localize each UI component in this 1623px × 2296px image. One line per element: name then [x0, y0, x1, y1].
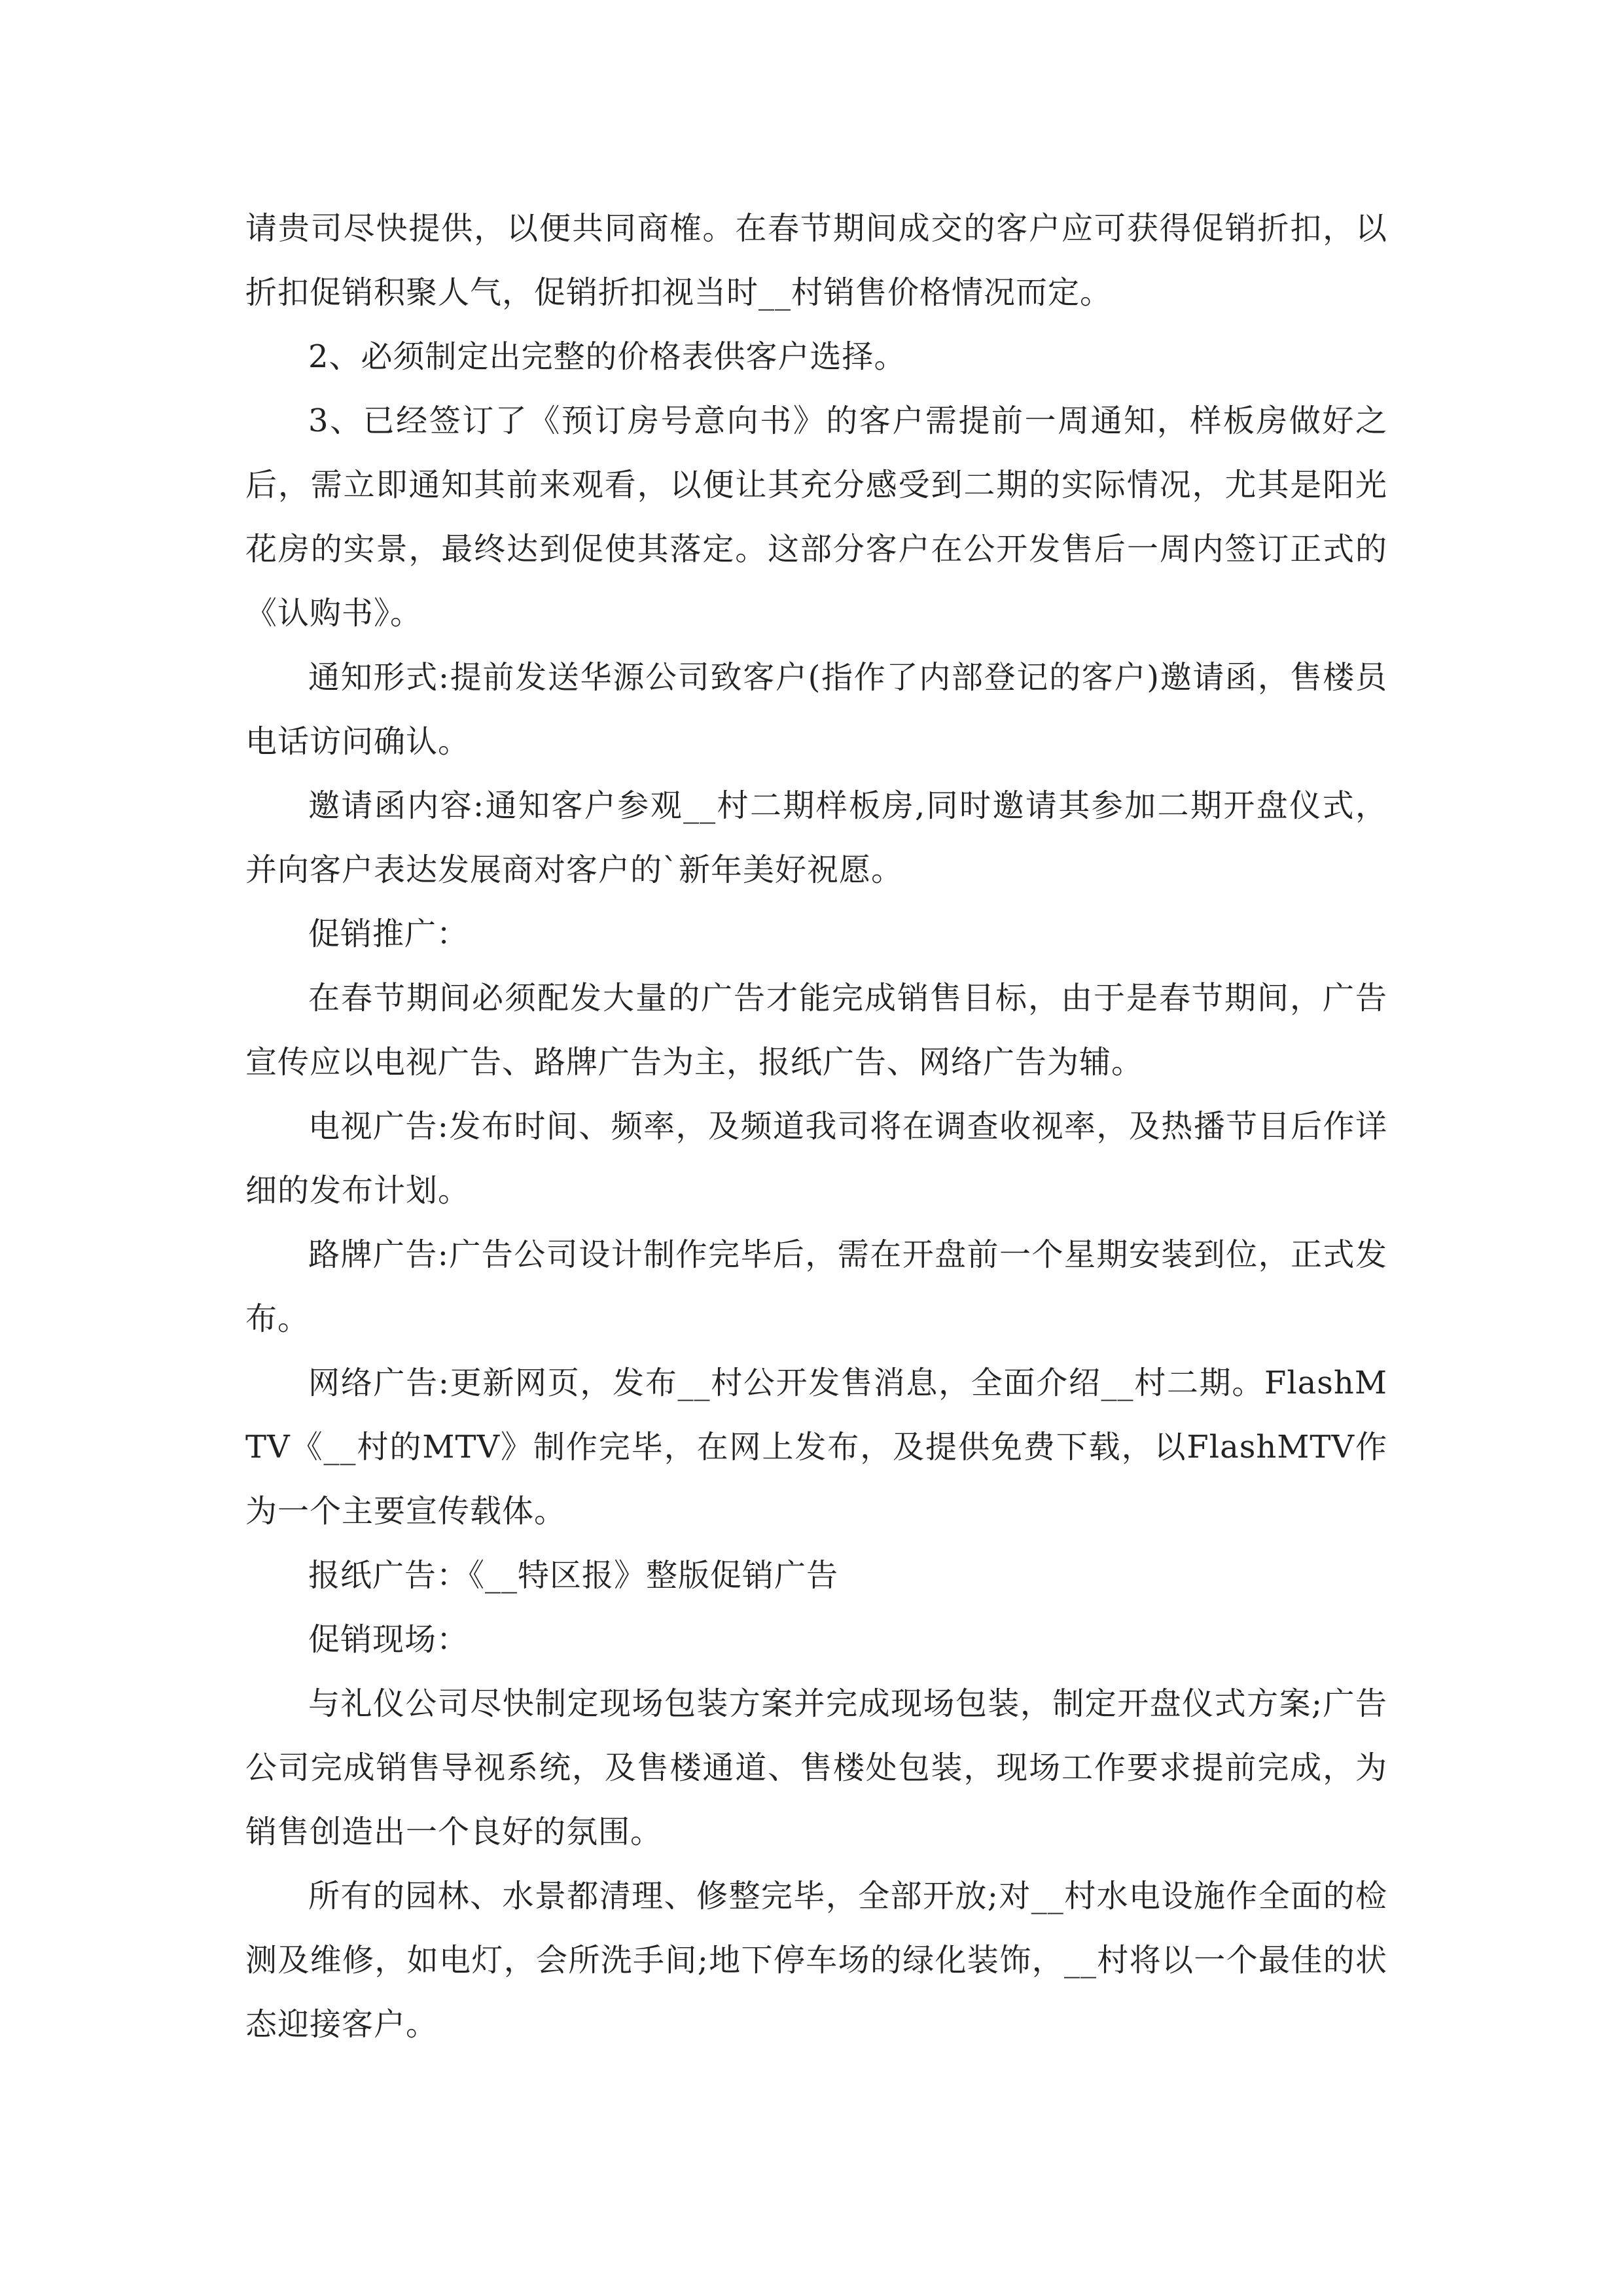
paragraph-14: 所有的园林、水景都清理、修整完毕，全部开放;对__村水电设施作全面的检测及维修，如电灯，会所洗手间;地下停车场的绿化装饰，__村将以一个最佳的状态迎接客户。: [245, 1878, 1387, 2043]
paragraph-3: 3、已经签订了《预订房号意向书》的客户需提前一周通知，样板房做好之后，需立即通知其前来观看，以便让其充分感受到二期的实际情况，尤其是阳光花房的实景，最终达到促使其落定。这部分客户在公开发售后一周内签订正式的《认购书》。: [245, 403, 1387, 632]
paragraph-9: 路牌广告:广告公司设计制作完毕后，需在开盘前一个星期安装到位，正式发布。: [245, 1236, 1387, 1337]
paragraph-10: 网络广告:更新网页，发布__村公开发售消息，全面介绍__村二期。FlashMTV《__村的MTV》制作完毕，在网上发布，及提供免费下载，以FlashMTV作为一个主要宣传载体。: [245, 1365, 1387, 1530]
document-body: [245, 196, 1387, 2056]
paragraph-13: 与礼仪公司尽快制定现场包装方案并完成现场包装，制定开盘仪式方案;广告公司完成销售导视系统，及售楼通道、售楼处包装，现场工作要求提前完成，为销售创造出一个良好的氛围。: [245, 1685, 1387, 1850]
paragraph-1: 请贵司尽快提供，以便共同商榷。在春节期间成交的客户应可获得促销折扣，以折扣促销积聚人气，促销折扣视当时__村销售价格情况而定。: [245, 210, 1387, 311]
paragraph-4: 通知形式:提前发送华源公司致客户(指作了内部登记的客户)邀请函，售楼员电话访问确认。: [245, 659, 1387, 760]
paragraph-2: 2、必须制定出完整的价格表供客户选择。: [308, 338, 906, 375]
paragraph-6: 促销推广：: [308, 916, 469, 952]
paragraph-8: 电视广告:发布时间、频率，及频道我司将在调查收视率，及热播节目后作详细的发布计划。: [245, 1108, 1387, 1209]
paragraph-11: 报纸广告：《__特区报》整版促销广告: [308, 1557, 839, 1594]
paragraph-12: 促销现场：: [308, 1621, 469, 1658]
paragraph-7: 在春节期间必须配发大量的广告才能完成销售目标，由于是春节期间，广告宣传应以电视广告、路牌广告为主，报纸广告、网络广告为辅。: [245, 980, 1387, 1081]
paragraph-5: 邀请函内容:通知客户参观__村二期样板房,同时邀请其参加二期开盘仪式，并向客户表达发展商对客户的`新年美好祝愿。: [245, 787, 1387, 888]
